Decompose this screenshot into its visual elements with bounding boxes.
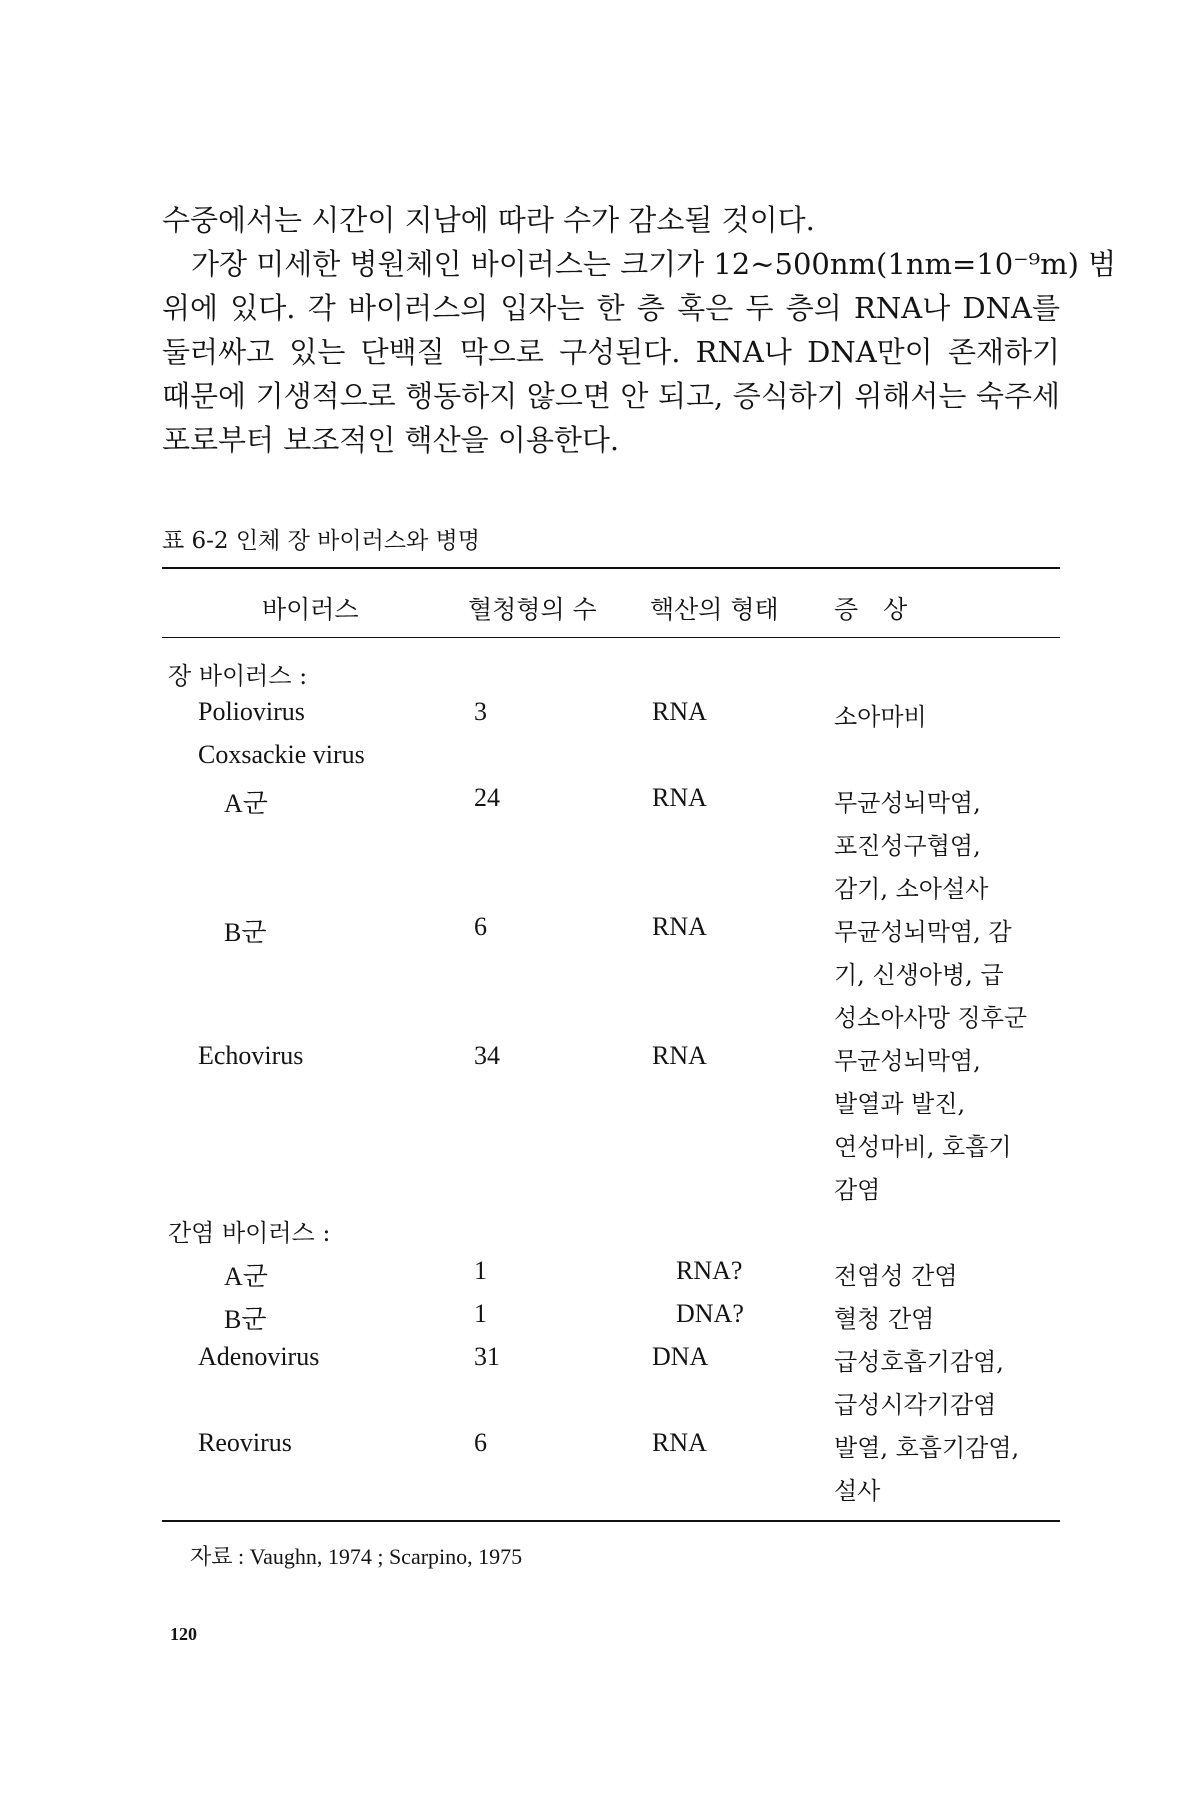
- table-source: 자료 : Vaughn, 1974 ; Scarpino, 1975: [190, 1544, 523, 1569]
- symptom-line: 소아마비: [834, 703, 927, 731]
- nucleic-acid: RNA?: [676, 1256, 743, 1285]
- virus-subgroup: A군: [224, 789, 268, 818]
- serotype-count: 3: [474, 697, 487, 726]
- table-top-rule: [162, 567, 1060, 569]
- symptom-line: 급성호흡기감염,: [834, 1348, 1004, 1376]
- symptom-line: 무균성뇌막염,: [834, 1047, 981, 1075]
- header-serotypes: 혈청형의 수: [468, 595, 597, 624]
- virus-name: Poliovirus: [198, 697, 305, 726]
- paragraph-line: 때문에 기생적으로 행동하지 않으면 안 되고, 증식하기 위해서는 숙주세: [162, 379, 1060, 413]
- serotype-count: 6: [474, 912, 487, 941]
- group-label-hepatitis: 간염 바이러스 :: [168, 1219, 331, 1247]
- nucleic-acid: RNA: [652, 697, 707, 726]
- virus-name: Echovirus: [198, 1041, 304, 1070]
- virus-subgroup: A군: [224, 1262, 268, 1291]
- header-virus: 바이러스: [262, 595, 359, 624]
- virus-name: Coxsackie virus: [198, 740, 365, 769]
- symptom-line: 포진성구협염,: [834, 832, 981, 860]
- symptom-line: 감기, 소아설사: [834, 875, 989, 903]
- symptom-line: 연성마비, 호흡기: [834, 1133, 1012, 1161]
- symptom-line: 무균성뇌막염,: [834, 789, 981, 817]
- serotype-count: 1: [474, 1256, 487, 1285]
- table-caption: 표 6-2 인체 장 바이러스와 병명: [162, 528, 480, 554]
- symptom-line: 발열, 호흡기감염,: [834, 1434, 1020, 1462]
- symptom-line: 설사: [834, 1477, 881, 1505]
- symptom-line: 발열과 발진,: [834, 1090, 966, 1118]
- symptom-line: 성소아사망 징후군: [834, 1004, 1028, 1032]
- nucleic-acid: RNA: [652, 1428, 707, 1457]
- virus-name: Adenovirus: [198, 1342, 320, 1371]
- body-paragraph: [162, 198, 1117, 462]
- serotype-count: 1: [474, 1299, 487, 1328]
- paragraph-line: 둘러싸고 있는 단백질 막으로 구성된다. RNA나 DNA만이 존재하기: [162, 335, 1060, 369]
- virus-subgroup: B군: [224, 918, 267, 947]
- symptom-line: 혈청 간염: [834, 1305, 935, 1333]
- nucleic-acid: RNA: [652, 912, 707, 941]
- symptom-line: 급성시각기감염: [834, 1391, 997, 1419]
- nucleic-acid: DNA?: [676, 1299, 744, 1328]
- header-symptoms: 증 상: [834, 595, 908, 624]
- table-bottom-rule: [162, 1520, 1060, 1522]
- paragraph-line: 가장 미세한 병원체인 바이러스는 크기가 12~500nm(1nm=10⁻⁹m) 범: [162, 247, 1117, 281]
- table-header-rule: [162, 637, 1060, 638]
- serotype-count: 24: [474, 783, 500, 812]
- symptom-line: 무균성뇌막염, 감: [834, 918, 1012, 946]
- page-number: 120: [170, 1624, 197, 1644]
- nucleic-acid: RNA: [652, 783, 707, 812]
- symptom-line: 기, 신생아병, 급: [834, 961, 1004, 989]
- paragraph-line: 수중에서는 시간이 지남에 따라 수가 감소될 것이다.: [162, 203, 815, 237]
- nucleic-acid: DNA: [652, 1342, 709, 1371]
- paragraph-line: 포로부터 보조적인 핵산을 이용한다.: [162, 423, 620, 457]
- nucleic-acid: RNA: [652, 1041, 707, 1070]
- virus-subgroup: B군: [224, 1305, 267, 1334]
- group-label-enteric: 장 바이러스 :: [168, 662, 308, 690]
- serotype-count: 34: [474, 1041, 500, 1070]
- paragraph-line: 위에 있다. 각 바이러스의 입자는 한 층 혹은 두 층의 RNA나 DNA를: [162, 291, 1060, 325]
- serotype-count: 31: [474, 1342, 500, 1371]
- symptom-line: 감염: [834, 1176, 881, 1204]
- symptom-line: 전염성 간염: [834, 1262, 958, 1290]
- virus-name: Reovirus: [198, 1428, 292, 1457]
- serotype-count: 6: [474, 1428, 487, 1457]
- header-nucleic: 핵산의 형태: [650, 595, 779, 624]
